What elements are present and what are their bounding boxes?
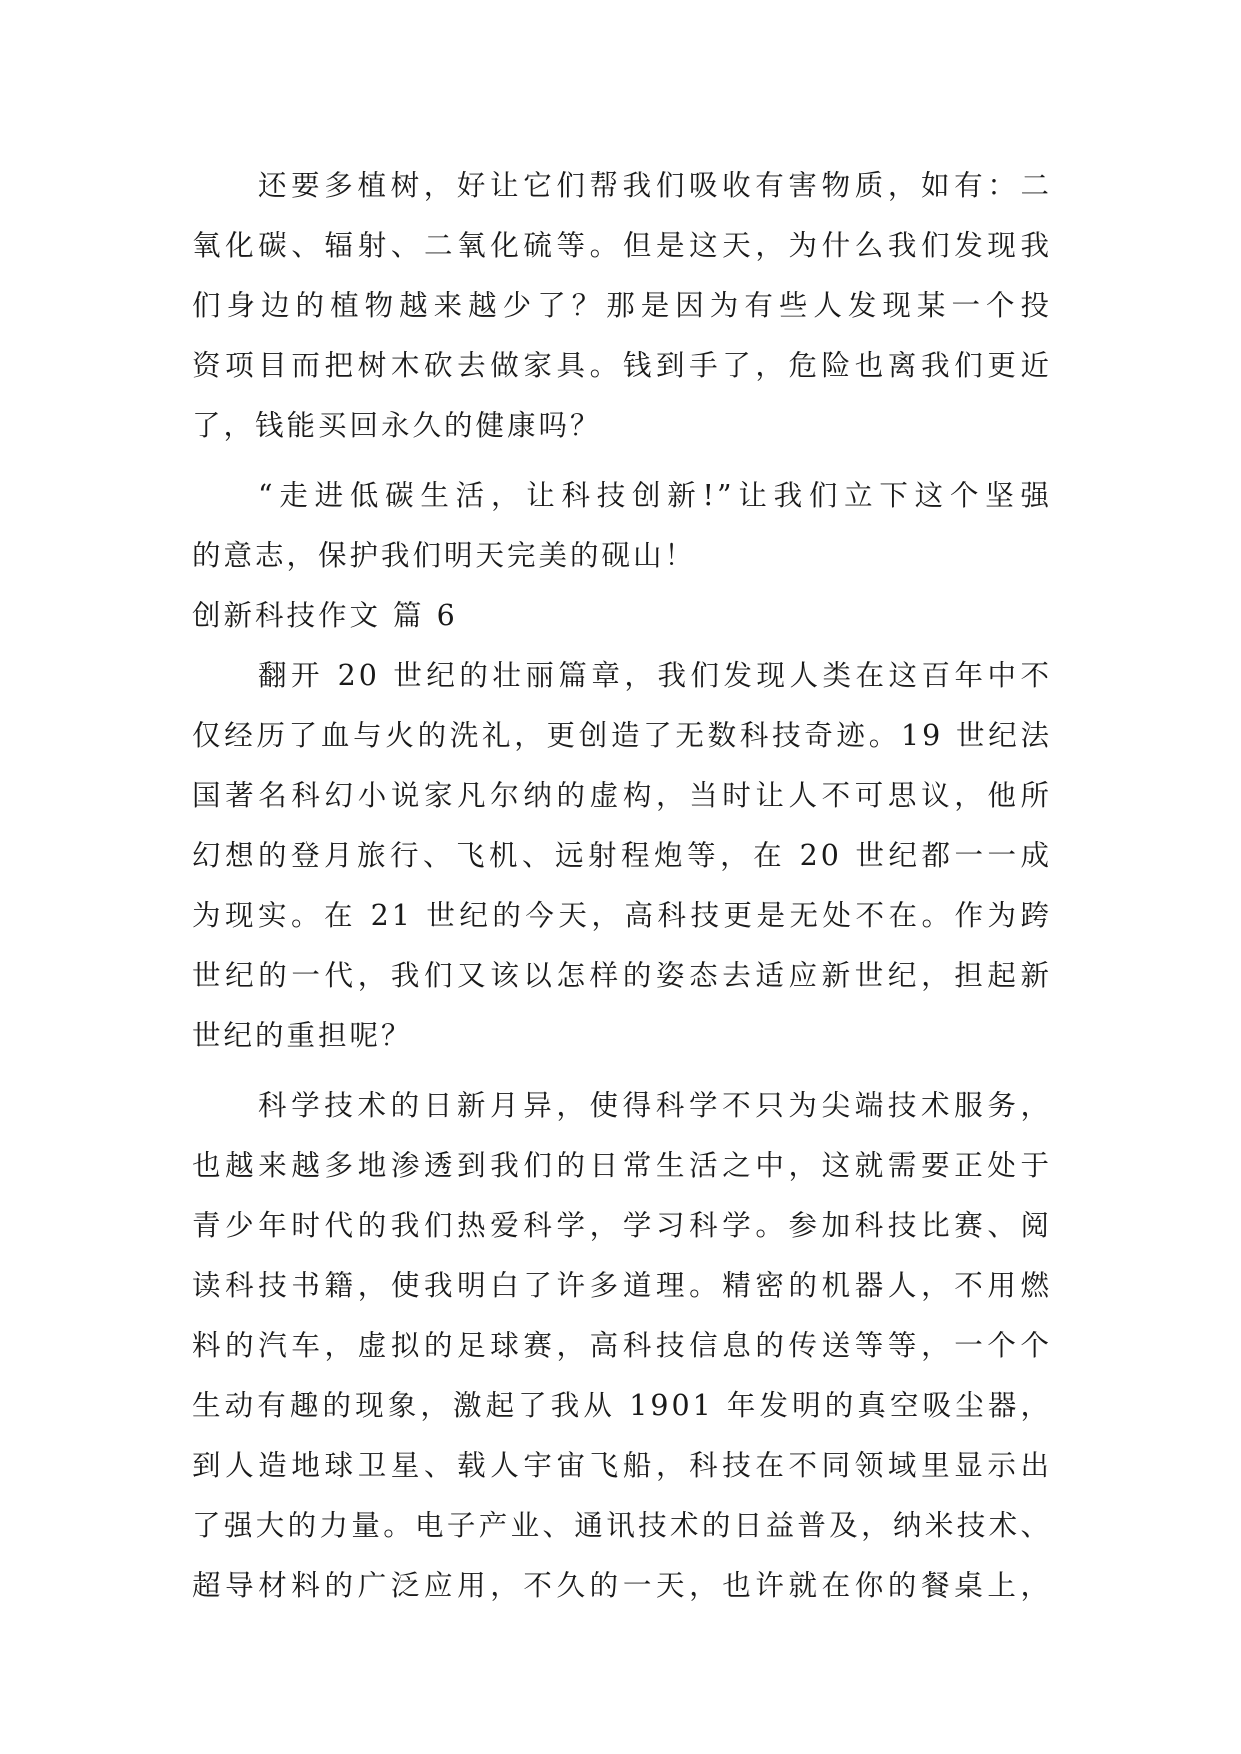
text-line: 国著名科幻小说家凡尔纳的虚构，当时让人不可思议，他所 xyxy=(192,779,1052,812)
document-body xyxy=(192,156,1052,1616)
text-line: 还要多植树，好让它们帮我们吸收有害物质，如有：二 xyxy=(258,169,1052,202)
text-line: 幻想的登月旅行、飞机、远射程炮等，在 20 世纪都一一成 xyxy=(192,839,1052,872)
text-line: 资项目而把树木砍去做家具。钱到手了，危险也离我们更近 xyxy=(192,349,1052,382)
text-line: 世纪的一代，我们又该以怎样的姿态去适应新世纪，担起新 xyxy=(192,959,1052,992)
text-line: 料的汽车，虚拟的足球赛，高科技信息的传送等等，一个个 xyxy=(192,1329,1052,1362)
text-line: 生动有趣的现象，激起了我从 1901 年发明的真空吸尘器， xyxy=(192,1389,1052,1422)
section-heading: 创新科技作文 篇 6 xyxy=(192,599,458,632)
text-line: 也越来越多地渗透到我们的日常生活之中，这就需要正处于 xyxy=(192,1149,1052,1182)
text-line: 到人造地球卫星、载人宇宙飞船，科技在不同领域里显示出 xyxy=(192,1449,1052,1482)
text-line: 超导材料的广泛应用，不久的一天，也许就在你的餐桌上， xyxy=(192,1569,1052,1602)
paragraph xyxy=(192,1076,1052,1616)
text-line: 为现实。在 21 世纪的今天，高科技更是无处不在。作为跨 xyxy=(192,899,1052,932)
text-line: 的意志，保护我们明天完美的砚山！ xyxy=(192,539,697,572)
text-line: 青少年时代的我们热爱科学，学习科学。参加科技比赛、阅 xyxy=(192,1209,1052,1242)
text-line: 翻开 20 世纪的壮丽篇章，我们发现人类在这百年中不 xyxy=(258,659,1052,692)
text-line: 仅经历了血与火的洗礼，更创造了无数科技奇迹。19 世纪法 xyxy=(192,719,1052,752)
text-line: 了，钱能买回永久的健康吗？ xyxy=(192,409,602,442)
text-line: 们身边的植物越来越少了？那是因为有些人发现某一个投 xyxy=(192,289,1052,322)
text-line: 世纪的重担呢？ xyxy=(192,1019,413,1052)
text-line: 氧化碳、辐射、二氧化硫等。但是这天，为什么我们发现我 xyxy=(192,229,1052,262)
paragraph xyxy=(192,646,1052,1066)
text-line: 科学技术的日新月异，使得科学不只为尖端技术服务， xyxy=(258,1089,1052,1122)
paragraph xyxy=(192,156,1052,456)
text-line: “走进低碳生活，让科技创新!”让我们立下这个坚强 xyxy=(258,479,1052,512)
text-line: 了强大的力量。电子产业、通讯技术的日益普及，纳米技术、 xyxy=(192,1509,1052,1542)
text-line: 读科技书籍，使我明白了许多道理。精密的机器人，不用燃 xyxy=(192,1269,1052,1302)
paragraph xyxy=(192,466,1052,586)
